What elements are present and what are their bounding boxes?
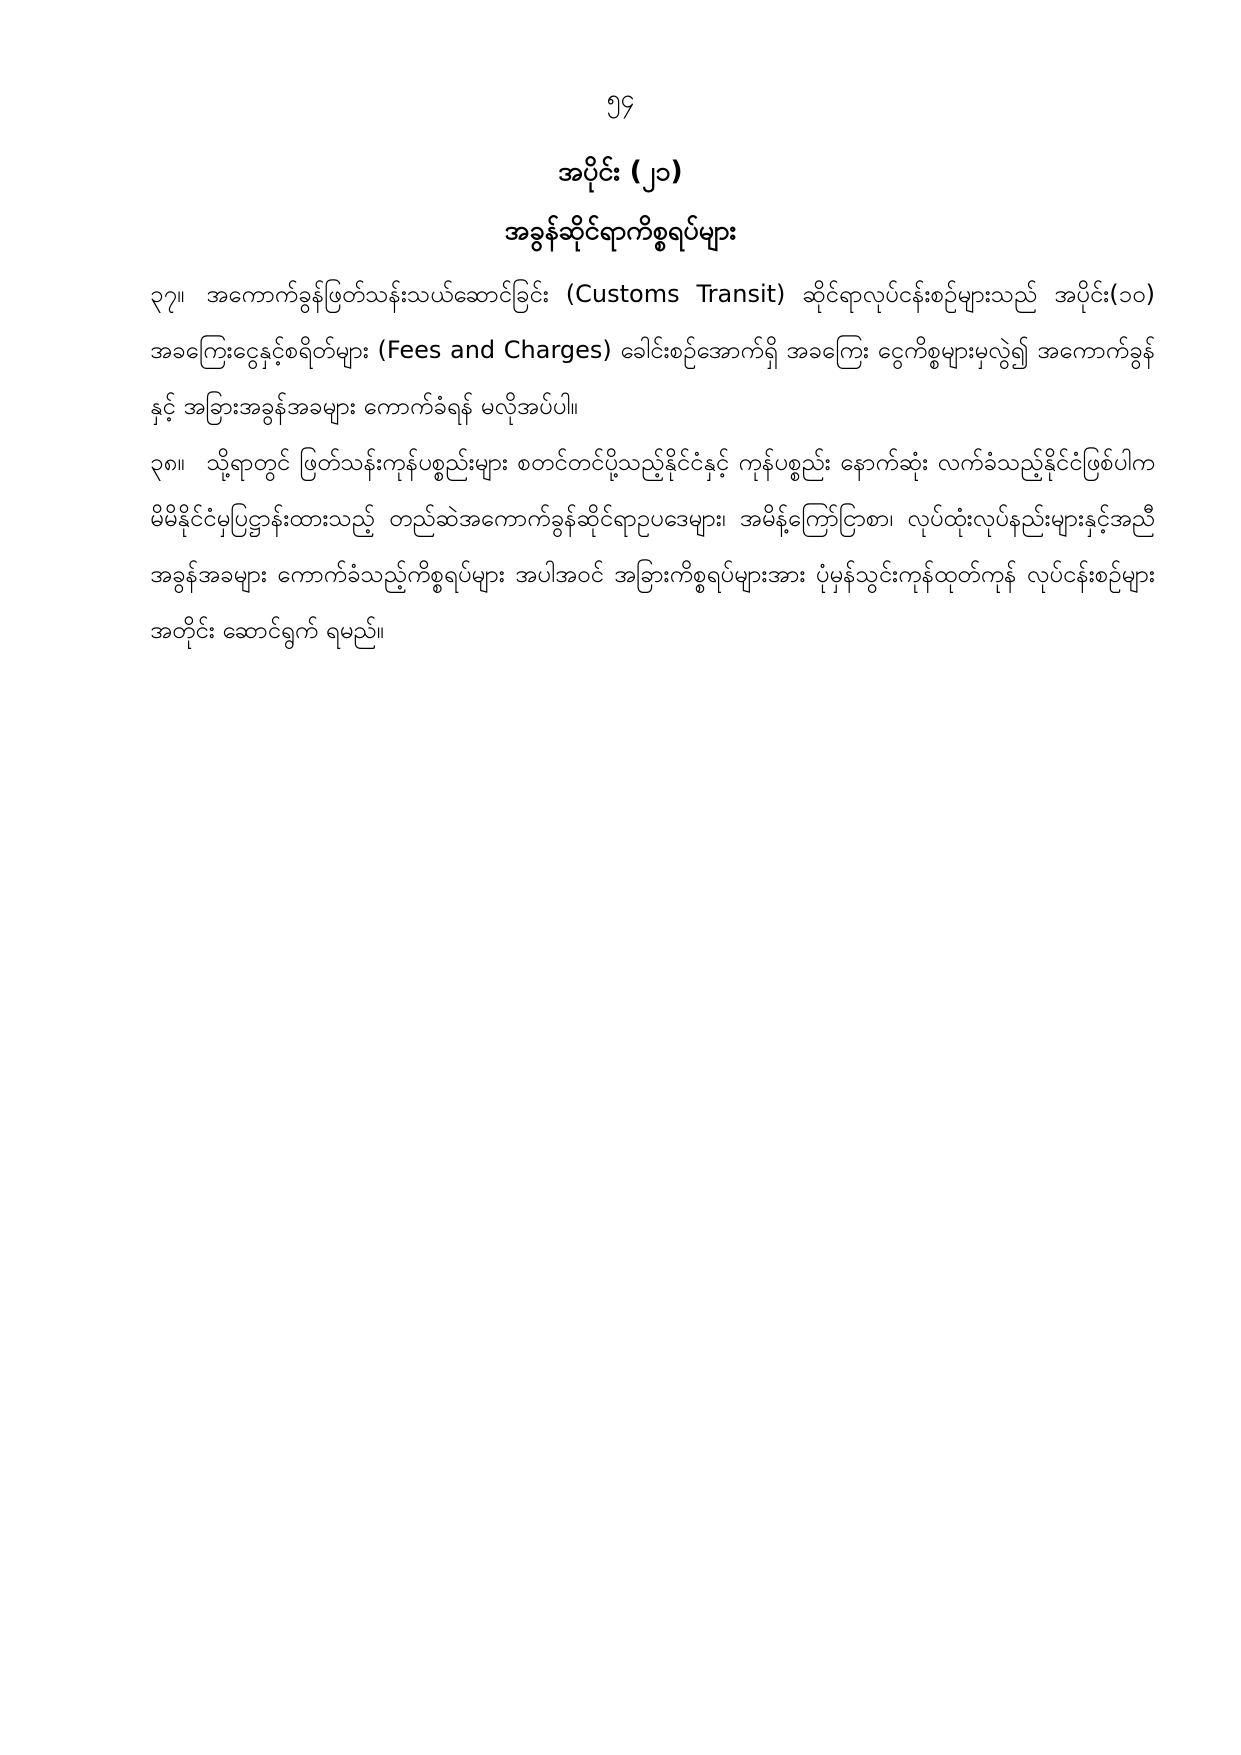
paragraph-number: ၃၈။	[150, 448, 185, 476]
page-number: ၅၄	[606, 84, 635, 113]
part-heading: အပိုင်း (၂၁)	[558, 156, 683, 187]
paragraph-text: သို့ရာတွင် ဖြတ်သန်းကုန်ပစ္စည်းများ စတင်တင်ပို့သည့်နိုင်ငံနှင့် ကုန်ပစ္စည်း နောက်ဆုံး လက်ခံသည့်နိုင်ငံဖြစ်ပါက မိမိနိုင်ငံမှပြဋ္ဌာန်းထားသည့် တည်ဆဲအကောက်ခွန်ဆိုင်ရာဥပဒေများ၊ အမိန့်ကြော်ငြာစာ၊ လုပ်ထုံးလုပ်နည်းများနှင့်အညီ အခွန်အခများ ကောက်ခံသည့်ကိစ္စရပ်များ အပါအဝင် အခြားကိစ္စရပ်များအား ပုံမှန်သွင်းကုန်ထုတ်ကုန် လုပ်ငန်းစဉ်များအတိုင်း ဆောင်ရွက် ရမည်။	[150, 448, 1155, 644]
document-body	[150, 266, 1155, 658]
paragraph-text: အကောက်ခွန်ဖြတ်သန်းသယ်ဆောင်ခြင်း (Customs Transit) ဆိုင်ရာလုပ်ငန်းစဉ်များသည် အပိုင်း(၁၀) အခကြေးငွေနှင့်စရိတ်များ (Fees and Charges) ခေါင်းစဉ်အောက်ရှိ အခကြေး ငွေကိစ္စများမှလွဲ၍ အကောက်ခွန်နှင့် အခြားအခွန်အခများ ကောက်ခံရန် မလိုအပ်ပါ။	[150, 280, 1155, 420]
paragraph-number: ၃၇။	[150, 280, 185, 308]
section-title: အခွန်ဆိုင်ရာကိစ္စရပ်များ	[504, 215, 737, 246]
paragraph-37	[150, 266, 1155, 434]
paragraph-38	[150, 434, 1155, 658]
